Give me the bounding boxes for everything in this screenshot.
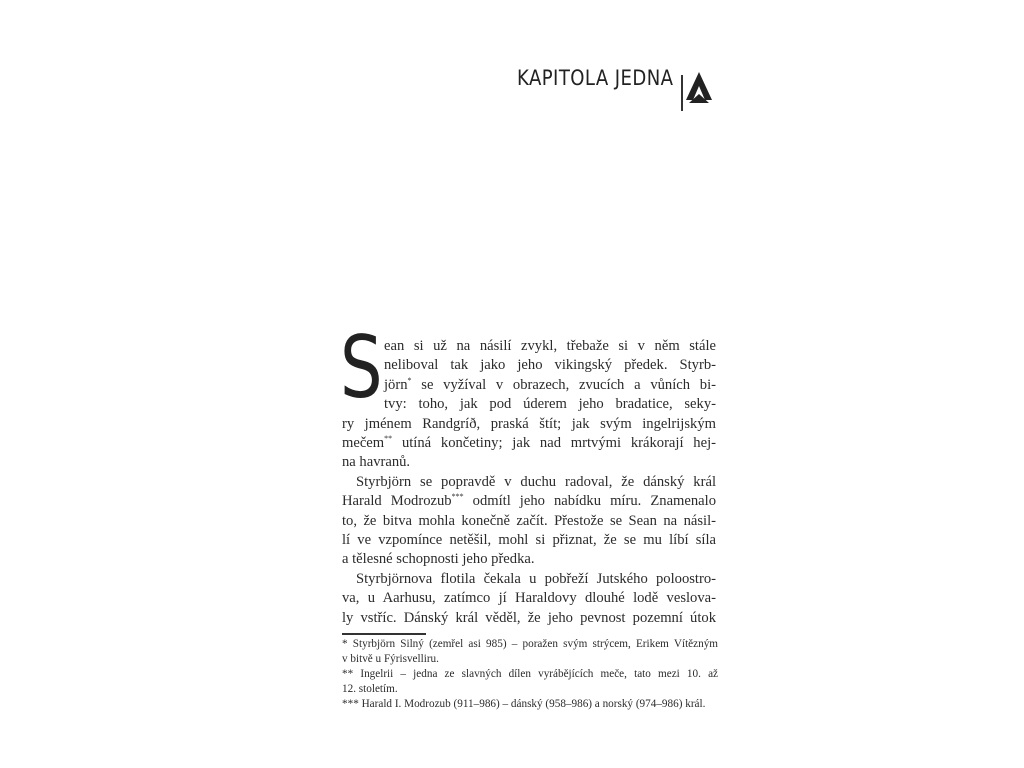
- footnotes: [342, 637, 718, 712]
- footnote-line: 12. stoletím.: [342, 683, 398, 695]
- text-line: a tělesné schopnosti jeho předka.: [342, 551, 535, 568]
- chapter-title: KAPITOLA JEDNA: [517, 66, 674, 90]
- footnote-mark: *: [407, 375, 412, 385]
- footnote-line: *** Harald I. Modrozub (911–986) – dánský (958–986) a norský (974–986) král.: [342, 698, 706, 710]
- text-line: lí ve vzpomínce netěšil, mohl si přiznat, že se mu líbí síla: [342, 532, 716, 549]
- text-line: Styrbjörn se popravdě v duchu radoval, že dánský král: [356, 473, 716, 490]
- footnote-line: ** Ingelrii – jedna ze slavných dílen vyrábějících meče, tato mezi 10. až: [342, 668, 718, 680]
- header-divider: [681, 75, 683, 111]
- body-text: [340, 318, 716, 628]
- drop-cap: S: [340, 318, 383, 418]
- text-line: va, u Aarhusu, zatímco jí Haraldovy dlouhé lodě veslova-: [342, 590, 716, 607]
- text-line: na havranů.: [342, 454, 411, 471]
- text-line: Styrbjörnova flotila čekala u pobřeží Jutského poloostro-: [356, 570, 716, 587]
- footnote-divider: [342, 633, 426, 635]
- text-line: jörn* se vyžíval v obrazech, zvucích a vůních bi-: [384, 375, 716, 393]
- text-line: to, že bitva mohla konečně začít. Přestože se Sean na násil-: [342, 512, 716, 529]
- footnote-line: * Styrbjörn Silný (zemřel asi 985) – poražen svým strýcem, Erikem Vítězným: [342, 638, 718, 650]
- text-line: ly vstříc. Dánský král věděl, že jeho pevnost pozemní útok: [342, 609, 716, 626]
- footnote-mark: ***: [451, 492, 464, 502]
- text-line: ry jménem Randgríð, praská štít; jak svým ingelrijským: [342, 415, 716, 432]
- text-line: Harald Modrozub*** odmítl jeho nabídku míru. Znamenalo: [342, 492, 716, 510]
- text-line: tvy: toho, jak pod úderem jeho bradatice, seky-: [384, 396, 716, 413]
- text-line: ean si už na násilí zvykl, třebaže si v něm stále: [384, 338, 716, 354]
- footnote-line: v bitvě u Fýrisvelliru.: [342, 653, 439, 665]
- text-line: mečem** utíná končetiny; jak nad mrtvými krákorají hej-: [342, 434, 716, 452]
- footnote-mark: **: [384, 434, 393, 444]
- text-line: neliboval tak jako jeho vikingský předek. Styrb-: [384, 357, 716, 374]
- assassin-insignia-icon: [684, 70, 714, 104]
